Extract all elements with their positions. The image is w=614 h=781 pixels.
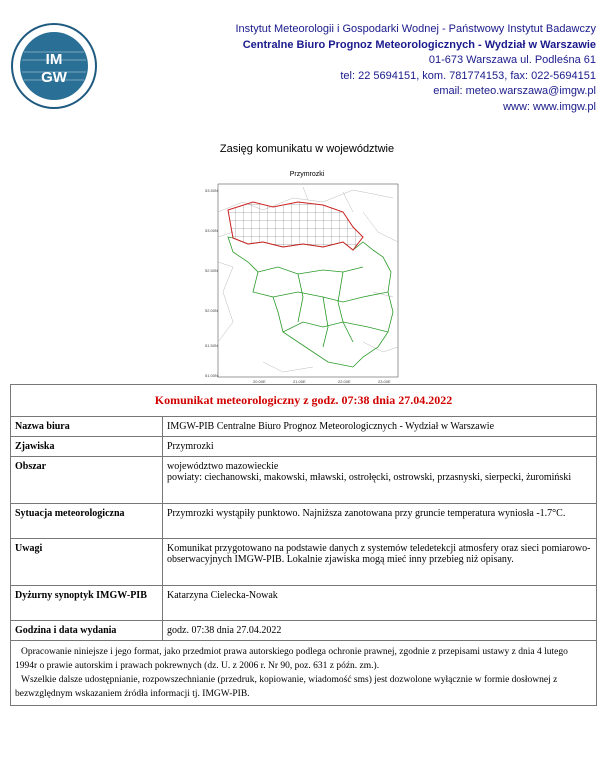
- office-name: Centralne Biuro Prognoz Meteorologicznych - Wydział w Warszawie: [242, 38, 596, 51]
- row-value: Przymrozki: [163, 437, 597, 457]
- row-label: Obszar: [11, 457, 163, 504]
- row-value: godz. 07:38 dnia 27.04.2022: [163, 621, 597, 641]
- area-counties: powiaty: ciechanowski, makowski, mławski, ostrołęcki, ostrowski, przasnyski, sierpecki, żuromiński: [167, 472, 572, 483]
- table-row: [11, 641, 597, 706]
- svg-text:22.00E: 22.00E: [338, 379, 351, 384]
- table-row: [11, 417, 597, 437]
- svg-text:20.00E: 20.00E: [253, 379, 266, 384]
- address: 01-673 Warszawa ul. Podleśna 61: [428, 54, 596, 66]
- row-label: Uwagi: [11, 539, 163, 586]
- row-label: Sytuacja meteorologiczna: [11, 504, 163, 539]
- map-title: Przymrozki: [289, 171, 325, 178]
- distribution-text: Wszelkie dalsze udostępnianie, rozpowszechnianie (przedruk, kopiowanie, wiadomość sms) jest dozwolone wyłącznie w formie dosłownej z bezwzględnym wskazaniem źródła informacji tj. IMGW-PIB.: [15, 675, 558, 699]
- institution-header: [235, 22, 596, 115]
- svg-text:21.00E: 21.00E: [293, 379, 306, 384]
- copyright-notice: [11, 641, 597, 706]
- svg-text:53.00N: 53.00N: [205, 228, 218, 233]
- imgw-logo: [10, 22, 98, 110]
- row-value: Komunikat przygotowano na podstawie danych z systemów teledetekcji atmosfery oraz sieci pomiarowo-obserwacyjnych IMGW-PIB. Lokalnie zjawiska mogą mieć inny przebieg niż opisany.: [163, 539, 597, 586]
- logo-text-top: IM: [45, 51, 63, 68]
- svg-text:51.50N: 51.50N: [205, 343, 218, 348]
- svg-text:52.00N: 52.00N: [205, 308, 218, 313]
- table-row: [11, 621, 597, 641]
- table-row: [11, 586, 597, 621]
- svg-text:53.50N: 53.50N: [205, 188, 218, 193]
- row-value: IMGW-PIB Centralne Biuro Prognoz Meteorologicznych - Wydział w Warszawie: [163, 417, 597, 437]
- row-label: Dyżurny synoptyk IMGW-PIB: [11, 586, 163, 621]
- row-value: Przymrozki wystąpiły punktowo. Najniższa zanotowana przy gruncie temperatura wyniosła -1.7°C.: [163, 504, 597, 539]
- email: email: meteo.warszawa@imgw.pl: [433, 85, 596, 97]
- row-label: Nazwa biura: [11, 417, 163, 437]
- copyright-text: Opracowanie niniejsze i jego format, jako przedmiot prawa autorskiego podlega ochronie prawnej, zgodnie z przepisami ustawy z dnia 4 lutego 1994r o prawie autorskim i prawach pokrewnych (dz. U. z 2006 r. Nr 90, poz. 631 z późn. zm.).: [15, 647, 568, 671]
- table-row: [11, 437, 597, 457]
- voivodeship-map: [203, 172, 403, 384]
- svg-text:23.00E: 23.00E: [378, 379, 391, 384]
- row-label: Zjawiska: [11, 437, 163, 457]
- bulletin-table: [10, 384, 597, 706]
- phone: tel: 22 5694151, kom. 781774153, fax: 022-5694151: [340, 69, 596, 82]
- page-title: Zasięg komunikatu w województwie: [219, 143, 395, 155]
- area-voivodeship: województwo mazowieckie: [167, 461, 279, 472]
- row-label: Godzina i data wydania: [11, 621, 163, 641]
- row-value-area: [163, 457, 597, 504]
- svg-text:51.00N: 51.00N: [205, 373, 218, 378]
- svg-text:52.50N: 52.50N: [205, 268, 218, 273]
- website: www: www.imgw.pl: [503, 100, 596, 113]
- table-row: [11, 539, 597, 586]
- row-value: Katarzyna Cielecka-Nowak: [163, 586, 597, 621]
- logo-text-bottom: GW: [41, 69, 67, 86]
- table-row: [11, 457, 597, 504]
- bulletin-heading: Komunikat meteorologiczny z godz. 07:38 dnia 27.04.2022: [11, 385, 597, 417]
- table-row: [11, 504, 597, 539]
- institute-name: Instytut Meteorologii i Gospodarki Wodnej - Państwowy Instytut Badawczy: [235, 23, 596, 35]
